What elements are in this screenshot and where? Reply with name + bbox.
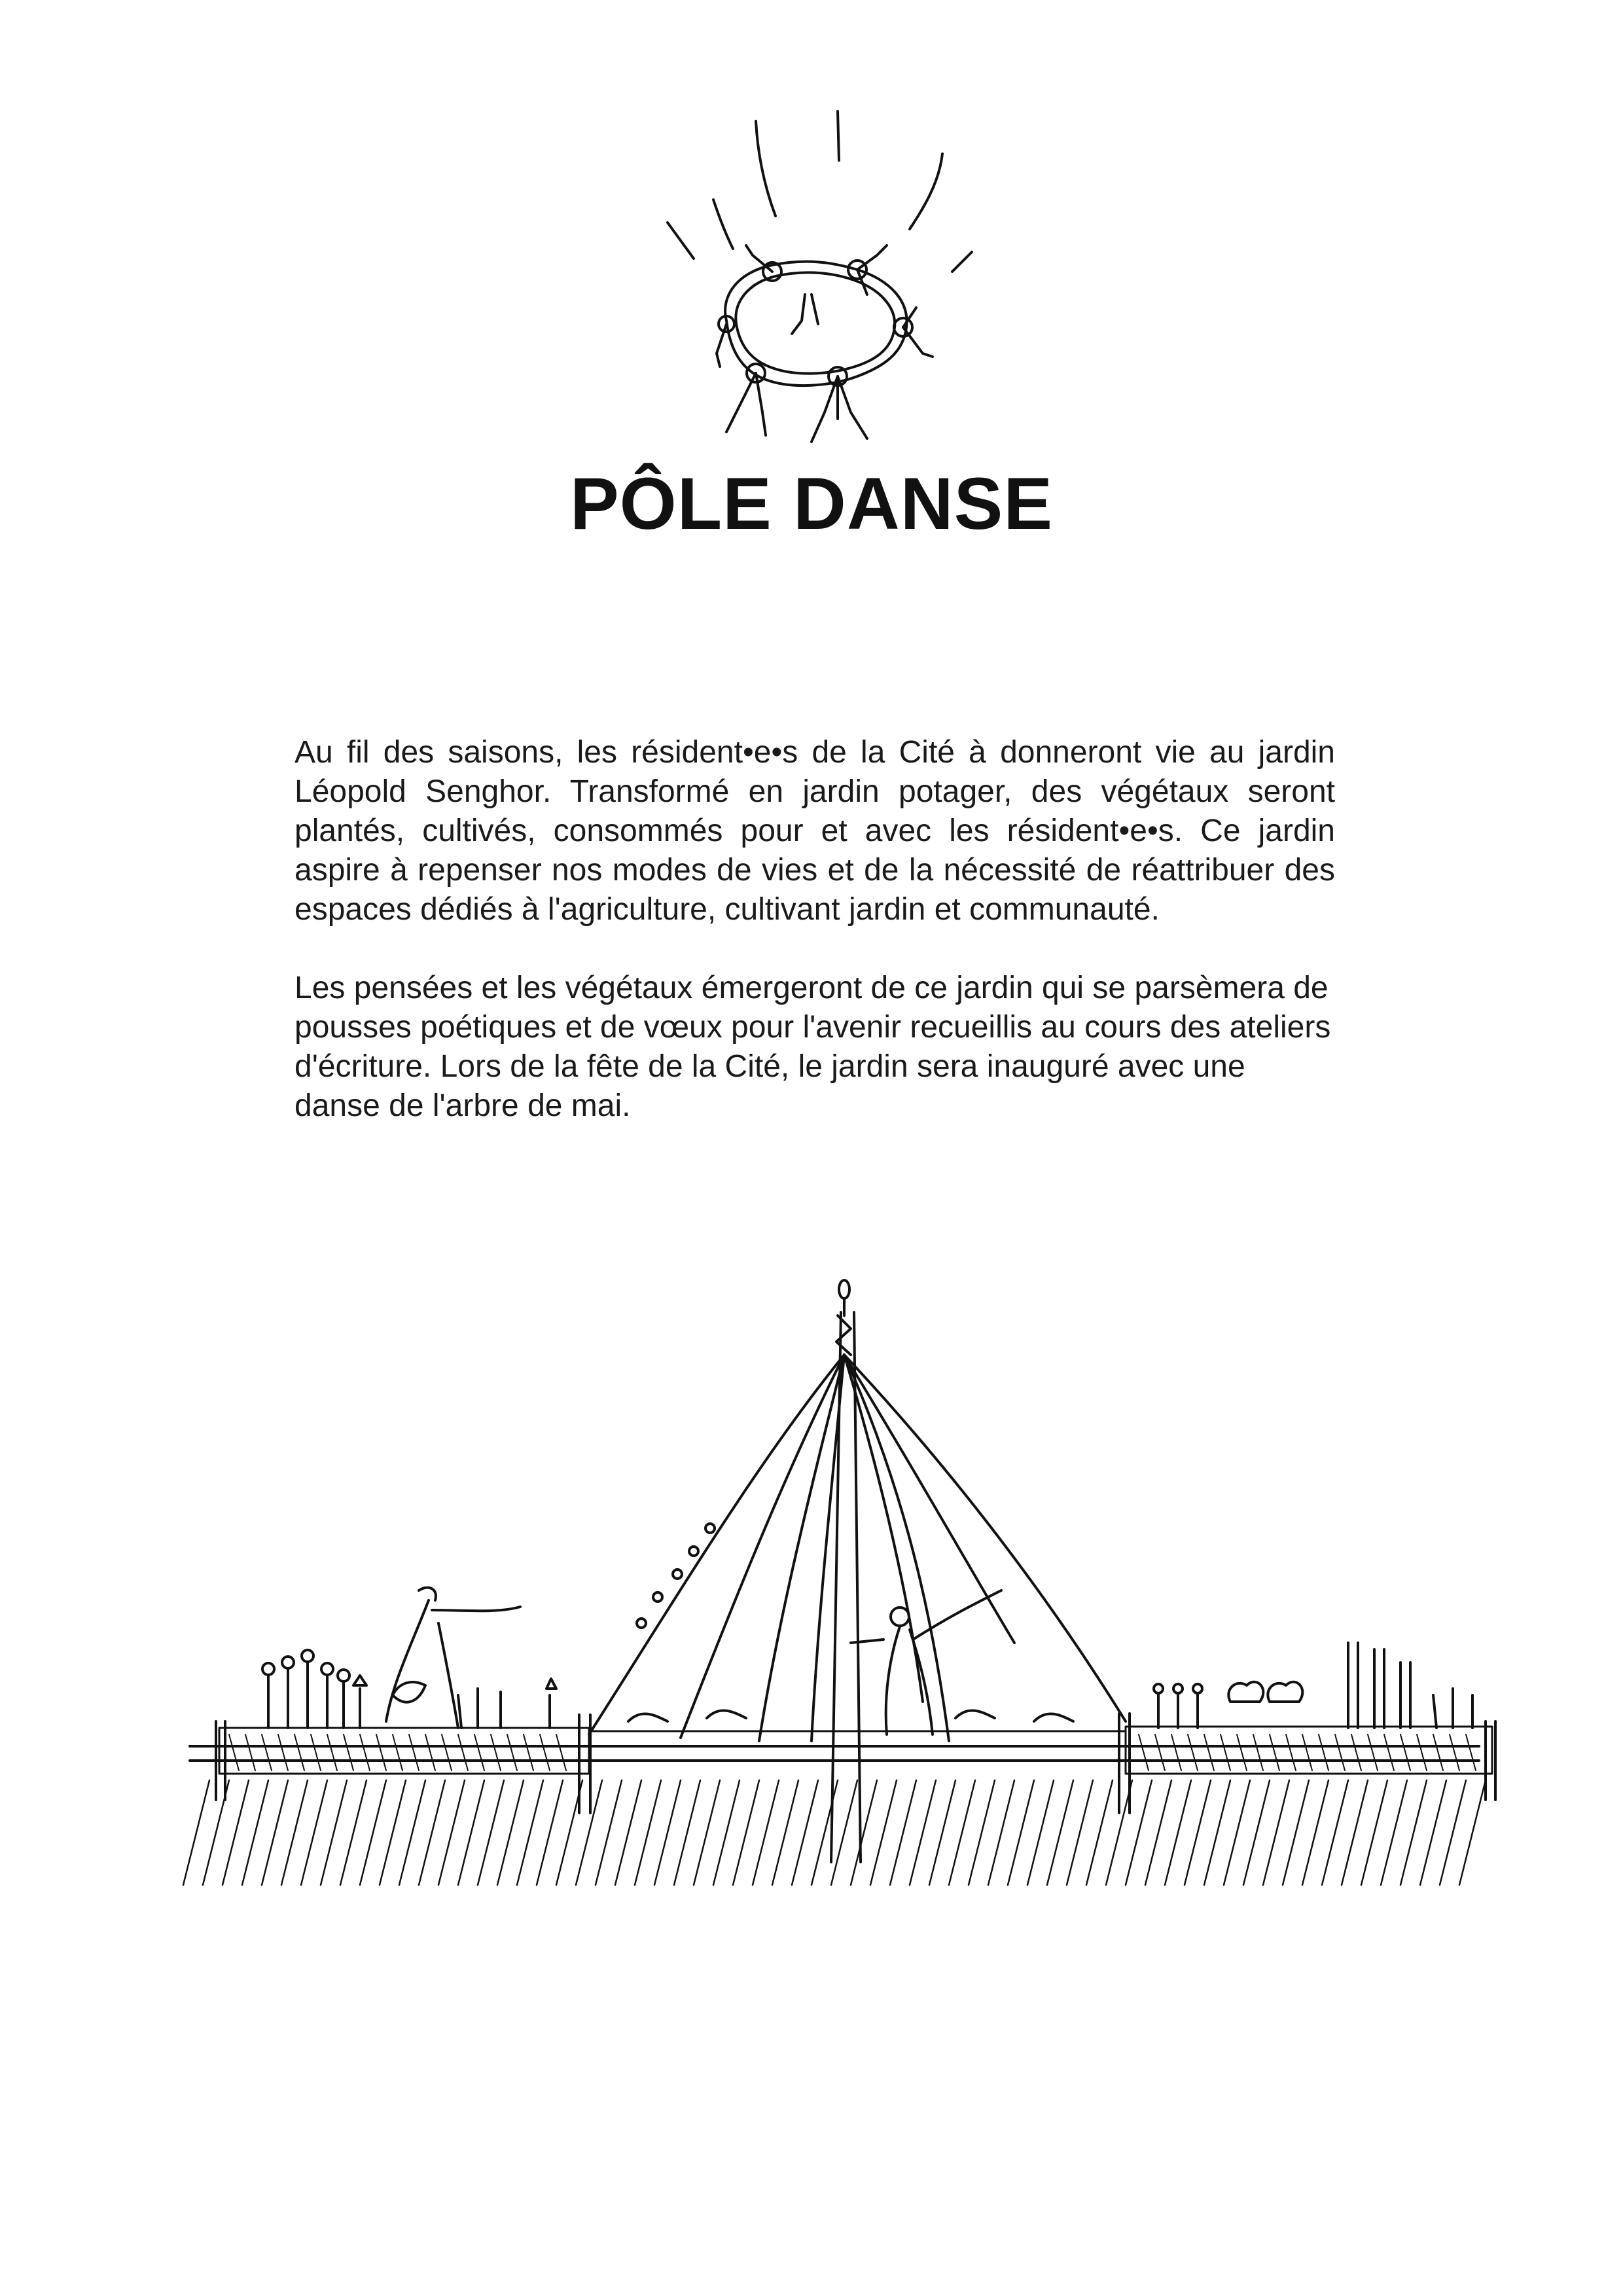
- page-title: PÔLE DANSE: [569, 463, 1054, 545]
- paragraph-1: Au fil des saisons, les résident•e•s de la Cité à donneront vie au jardin Léopold Senghor. Transformé en jardin potager, des végétaux seront plantés, cultivés, consommés pour et avec les résident•e•s. Ce jardin aspire à repenser nos modes de vies et de la nécessité de réattribuer des espaces dédiés à l'agriculture, cultivant jardin et communauté.: [294, 735, 1335, 927]
- dancers-circle-icon: [641, 98, 982, 452]
- maypole-garden-drawing: [170, 1276, 1518, 1898]
- paragraph-2: Les pensées et les végétaux émergeront de ce jardin qui se parsèmera de pousses poétiques et de vœux pour l'avenir recueillis au cours des ateliers d'écriture. Lors de la fête de la Cité, le jardin sera inauguré avec une danse de l'arbre de mai.: [294, 971, 1331, 1123]
- body-text: [294, 733, 1335, 1165]
